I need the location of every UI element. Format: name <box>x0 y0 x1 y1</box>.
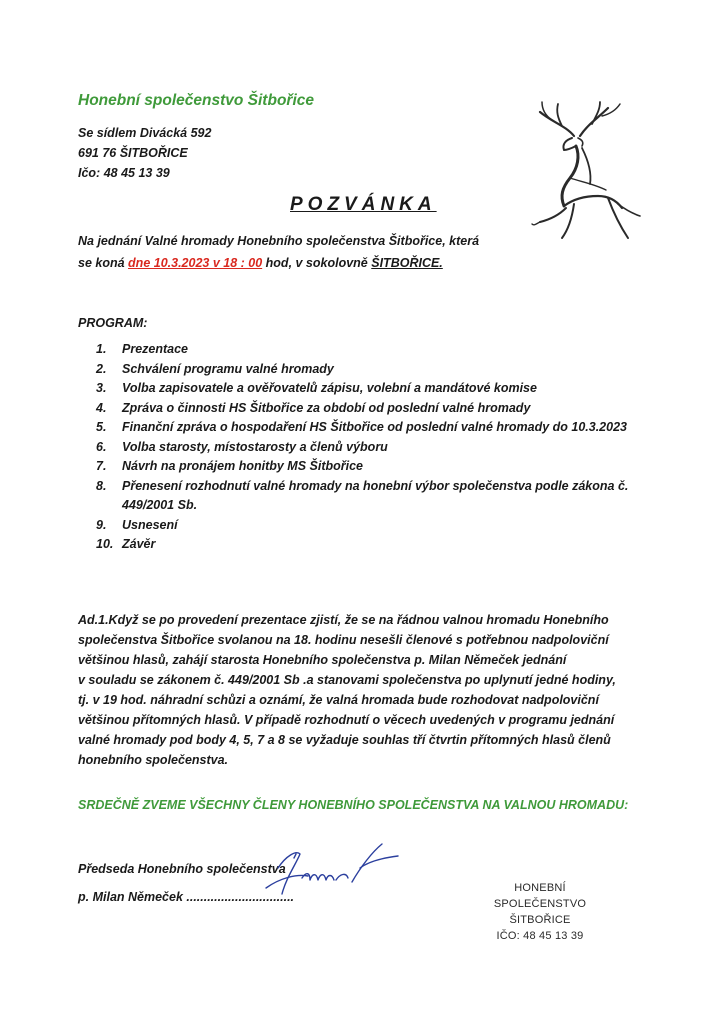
organization-name: Honební společenstvo Šitbořice <box>78 92 314 109</box>
stamp-line-3: IČO: 48 45 13 39 <box>496 930 584 942</box>
list-item: 7. Návrh na pronájem honitby MS Šitbořice <box>96 459 364 473</box>
deer-head-icon <box>522 96 642 246</box>
meeting-place: ŠITBOŘICE. <box>371 256 443 270</box>
paragraph-line: většinou přítomných hlasů. V případě rozhodnutí o věcech uvedených v programu jednání <box>78 713 615 727</box>
stamp-line-2: ŠITBOŘICE <box>509 914 571 926</box>
program-list <box>96 340 656 555</box>
signature-name: p. Milan Němeček ............................... <box>78 890 295 904</box>
organization-stamp <box>470 880 610 944</box>
paragraph-line: většinou hlasů, zahájí starosta Honebního společenstva p. Milan Němeček jednání <box>78 653 567 667</box>
invitation-line-2 <box>78 256 443 270</box>
paragraph-line: společenstva Šitbořice svolanou na 18. hodinu nesešli členové s potřebnou nadpoloviční <box>78 633 609 647</box>
list-item: 9. Usnesení <box>96 517 178 532</box>
paragraph-line: valné hromady pod body 4, 5, 7 a 8 se vyžaduje souhlas tří čtvrtin přítomných hlasů členů <box>78 733 611 747</box>
signature-role: Předseda Honebního společenstva <box>78 862 286 876</box>
paragraph-line: tj. v 19 hod. náhradní schůzi a oznámí, že valná hromada bude rozhodovat nadpoloviční <box>78 693 599 707</box>
handwritten-signature <box>256 838 416 908</box>
list-item: 8. Přenesení rozhodnutí valné hromady na honební výbor společenstva podle zákona č. 449/2001 Sb. <box>96 478 629 512</box>
list-item: 2. Schválení programu valné hromady <box>96 361 334 376</box>
list-item: 6. Volba starosty, místostarosty a členů výboru <box>96 439 388 454</box>
list-item: 5. Finanční zpráva o hospodaření HS Šitbořice od poslední valné hromady do 10.3.2023 <box>96 420 627 434</box>
paragraph-line: honebního společenstva. <box>78 753 229 767</box>
list-item: 10. Závěr <box>96 537 156 551</box>
stamp-line-1: HONEBNÍ SPOLEČENSTVO <box>493 882 587 910</box>
paragraph-line: Ad.1.Když se po provedení prezentace zjistí, že se na řádnou valnou hromadu Honebního <box>78 613 609 627</box>
quorum-paragraph <box>78 610 648 770</box>
invitation-prefix: se koná <box>78 256 125 270</box>
invitation-middle: hod, v sokolovně <box>265 256 368 270</box>
list-item: 4. Zpráva o činnosti HS Šitbořice za období od poslední valné hromady <box>96 400 531 415</box>
address-line-1: Se sídlem Divácká 592 <box>78 126 212 140</box>
paragraph-line: v souladu se zákonem č. 449/2001 Sb .a stanovami společenstva po uplynutí jedné hodiny, <box>78 673 616 687</box>
invitation-line-1: Na jednání Valné hromady Honebního společenstva Šitbořice, která <box>78 234 480 248</box>
list-item: 3. Volba zapisovatele a ověřovatelů zápisu, volební a mandátové komise <box>96 381 537 395</box>
list-item: 1. Prezentace <box>96 342 189 356</box>
closing-invitation: SRDEČNĚ ZVEME VŠECHNY ČLENY HONEBNÍHO SPOLEČENSTVA NA VALNOU HROMADU: <box>78 798 629 812</box>
document-title: POZVÁNKA <box>290 194 437 215</box>
program-label: PROGRAM: <box>78 316 148 330</box>
ico-number: Ičo: 48 45 13 39 <box>78 166 170 180</box>
meeting-date: dne 10.3.2023 v 18 : 00 <box>128 256 263 270</box>
address-line-2: 691 76 ŠITBOŘICE <box>78 146 188 160</box>
